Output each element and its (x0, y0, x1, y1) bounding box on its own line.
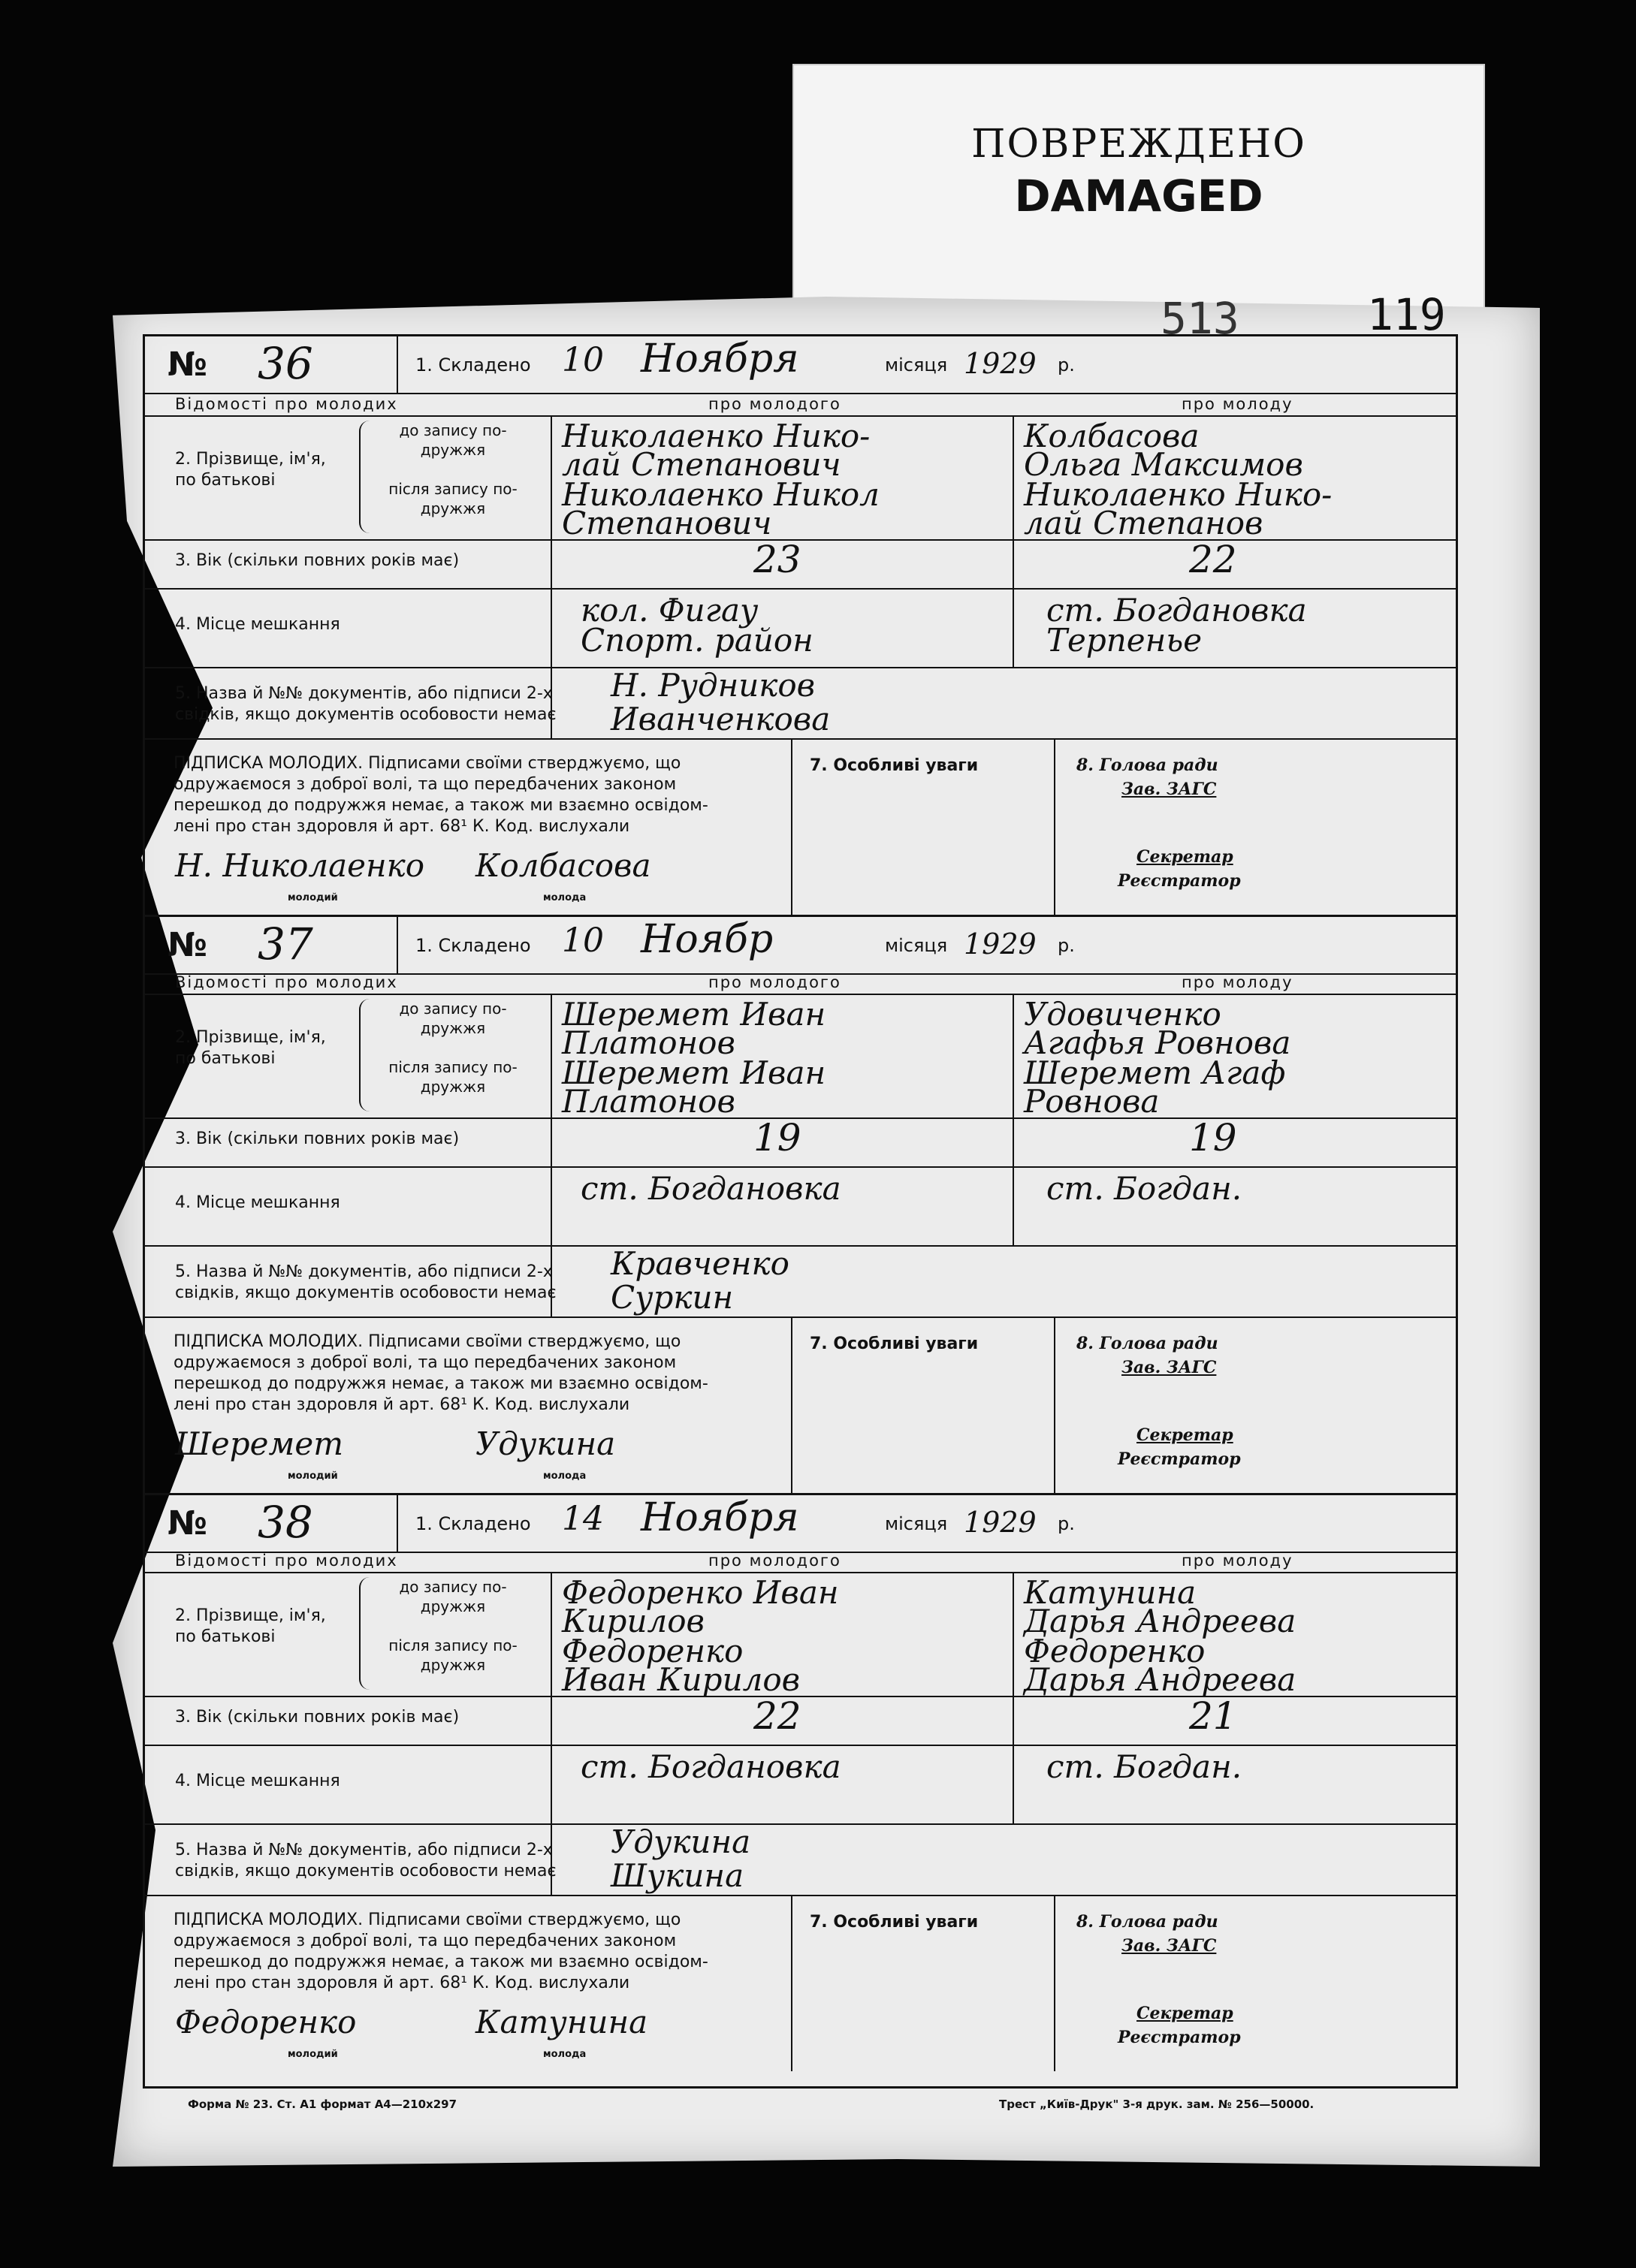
remarks-label: 7. Особливі уваги (810, 1335, 979, 1353)
month-label: місяця (885, 354, 948, 375)
crossed-page-number: 513 (1161, 293, 1239, 344)
groom-signature: Н. Николаенко (175, 847, 425, 884)
groom-name-before: Шеремет Иван (562, 996, 826, 1033)
name-label: 2. Прізвище, ім'я, (175, 1028, 326, 1047)
groom-name-after: Шеремет Иван (562, 1054, 826, 1091)
groom-name-before: Федоренко Иван (562, 1574, 839, 1611)
documents-label-2: свідків, якщо документів особовости немає (175, 1862, 557, 1880)
documents-label-2: свідків, якщо документів особовости немає (175, 705, 557, 724)
remarks-label: 7. Особливі уваги (810, 1913, 979, 1932)
zags-label: Зав. ЗАГС (1121, 1358, 1217, 1377)
form-footer-right: Трест „Київ-Друк" 3-я друк. зам. № 256—50000. (999, 2098, 1315, 2111)
year-label: р. (1058, 354, 1075, 375)
witness-1: Н. Рудников (611, 667, 816, 704)
name-label-2: по батькові (175, 471, 276, 490)
secretary-label: Секретар (1136, 2004, 1233, 2023)
documents-label: 5. Назва й №№ документів, або підписи 2-х (175, 1841, 553, 1859)
record-number: 37 (258, 918, 313, 970)
groom-residence: ст. Богдановка (581, 1748, 841, 1785)
after-label: після запису по- (388, 1636, 518, 1654)
groom-name-after-2: Степанович (562, 505, 772, 541)
witness-2: Иванченкова (611, 701, 831, 737)
groom-signature: Шеремет (175, 1425, 344, 1462)
composed-label: 1. Складено (415, 354, 531, 375)
marriage-record: № 38 1. Складено 14 Ноября місяця 1929 р. Відомості про молодих про молодого про молоду 2. Прізвище, ім'я, по батькові до запису по- дружжя після запису по- дружжя Федоренко Иван Кирилов Федоренко Иван Кирилов Катунина Дарья Андреева Федоренко Дарья Андреева 3. Вік (скільки повних років має) 22 21 4. Місце мешкання ст. Богдановка ст. Богдан. 5. Назва й №№ документів, або підписи 2-х свідків, якщо документів особовости немає Удукина Шукина ПІДПИСКА МОЛОДИХ. Підписами своїми стверджуємо, що одружаємося з доброї волі, та що передбачених законом перешкод до подружжя немає, а також ми взаємно освідом- лені про стан здоровля й арт. 68¹ К. Код. вислухали Федоренко Катунина молодий молода 7. Особливі уваги 8. Голова ради Зав. ЗАГС Секретар Реєстратор (145, 1493, 1456, 2071)
bride-name-before-2: Дарья Андреева (1024, 1603, 1296, 1639)
record-day: 10 (562, 341, 604, 379)
info-header: Відомості про молодих (175, 395, 398, 413)
head-label: 8. Голова ради (1076, 1334, 1218, 1353)
pledge-text: ПІДПИСКА МОЛОДИХ. Підписами своїми стверджуємо, що (174, 1332, 681, 1351)
residence-label: 4. Місце мешкання (175, 1772, 340, 1790)
bride-signature: Катунина (475, 2004, 648, 2040)
name-label-2: по батькові (175, 1627, 276, 1646)
witness-1: Удукина (611, 1823, 751, 1860)
record-header (145, 336, 1456, 394)
bride-signature-label: молода (543, 1470, 587, 1482)
record-number-label: № (168, 345, 207, 384)
after-label: після запису по- (388, 1058, 518, 1076)
residence-label: 4. Місце мешкання (175, 1193, 340, 1212)
documents-label: 5. Назва й №№ документів, або підписи 2-х (175, 1262, 553, 1281)
groom-name-before-2: Платонов (562, 1024, 735, 1061)
record-month: Ноября (641, 1495, 799, 1540)
record-number: 36 (258, 338, 313, 389)
before-label: до запису по- (399, 1578, 507, 1596)
age-label: 3. Вік (скільки повних років має) (175, 1708, 460, 1727)
groom-name-after: Николаенко Никол (562, 476, 880, 513)
groom-column-header: про молодого (708, 973, 841, 991)
bride-name-after-2: лай Степанов (1024, 505, 1263, 541)
groom-residence-2: Спорт. район (581, 622, 813, 659)
remarks-label: 7. Особливі уваги (810, 756, 979, 775)
name-label-2: по батькові (175, 1049, 276, 1068)
witness-2: Шукина (611, 1857, 744, 1894)
info-header-row (145, 1549, 1456, 1573)
secretary-label: Секретар (1136, 847, 1233, 867)
head-label: 8. Голова ради (1076, 1912, 1218, 1932)
bride-signature-label: молода (543, 2049, 587, 2060)
record-month: Ноября (641, 336, 799, 382)
record-month: Ноябр (641, 917, 774, 962)
composed-label: 1. Складено (415, 1513, 531, 1534)
secretary-label: Секретар (1136, 1425, 1233, 1445)
registrar-label: Реєстратор (1118, 2028, 1241, 2047)
bride-name-before-2: Ольга Максимов (1024, 446, 1303, 483)
record-number-label: № (168, 926, 207, 964)
bride-residence: ст. Богдан. (1046, 1170, 1242, 1207)
bride-signature: Колбасова (475, 847, 651, 884)
zags-label: Зав. ЗАГС (1121, 780, 1217, 799)
record-year: 1929 (964, 1506, 1037, 1539)
bride-column-header: про молоду (1182, 395, 1293, 413)
bride-residence-2: Терпенье (1046, 622, 1203, 659)
bride-name-after-2: Дарья Андреева (1024, 1661, 1296, 1698)
zags-label: Зав. ЗАГС (1121, 1936, 1217, 1956)
composed-label: 1. Складено (415, 935, 531, 956)
residence-label: 4. Місце мешкання (175, 615, 340, 634)
head-label: 8. Голова ради (1076, 755, 1218, 775)
groom-signature-label: молодий (288, 1470, 338, 1482)
stamp-english: DAMAGED (1014, 170, 1263, 222)
bride-name-after: Федоренко (1024, 1633, 1206, 1669)
marriage-register-form (143, 334, 1458, 2089)
groom-signature-label: молодий (288, 892, 338, 903)
witness-2: Суркин (611, 1279, 734, 1316)
groom-signature-label: молодий (288, 2049, 338, 2060)
registrar-label: Реєстратор (1118, 871, 1241, 891)
year-label: р. (1058, 1513, 1075, 1534)
before-label: до запису по- (399, 1000, 507, 1018)
record-year: 1929 (964, 927, 1037, 961)
bride-age: 22 (1189, 538, 1237, 581)
bride-residence: ст. Богдановка (1046, 592, 1307, 629)
name-label: 2. Прізвище, ім'я, (175, 450, 326, 469)
groom-age: 19 (753, 1116, 801, 1160)
month-label: місяця (885, 1513, 948, 1534)
record-number: 38 (258, 1497, 313, 1548)
after-label: після запису по- (388, 480, 518, 498)
record-day: 10 (562, 921, 604, 960)
month-label: місяця (885, 935, 948, 956)
record-header (145, 1493, 1456, 1553)
age-label: 3. Вік (скільки повних років має) (175, 551, 460, 570)
bride-signature: Удукина (475, 1425, 616, 1462)
groom-name-before-2: Кирилов (562, 1603, 705, 1639)
stamp-ukrainian: ПОВРЕЖДЕНО (971, 122, 1306, 167)
bride-age: 21 (1189, 1694, 1237, 1738)
groom-residence: ст. Богдановка (581, 1170, 841, 1207)
documents-label-2: свідків, якщо документів особовости немає (175, 1283, 557, 1302)
bride-name-before: Удовиченко (1024, 996, 1221, 1033)
groom-residence: кол. Фигау (581, 592, 759, 629)
pledge-text: ПІДПИСКА МОЛОДИХ. Підписами своїми стверджуємо, що (174, 1911, 681, 1929)
witness-1: Кравченко (611, 1245, 789, 1282)
groom-name-after: Федоренко (562, 1633, 744, 1669)
marriage-record: № 37 1. Складено 10 Ноябр місяця 1929 р. Відомості про молодих про молодого про молоду 2. Прізвище, ім'я, по батькові до запису по- дружжя після запису по- дружжя Шеремет Иван Платонов Шеремет Иван Платонов Удовиченко Агафья Ровнова Шеремет Агаф Ровнова 3. Вік (скільки повних років має) 19 19 4. Місце мешкання ст. Богдановка ст. Богдан. 5. Назва й №№ документів, або підписи 2-х свідків, якщо документів особовости немає Кравченко Суркин ПІДПИСКА МОЛОДИХ. Підписами своїми стверджуємо, що одружаємося з доброї волі, та що передбачених законом перешкод до подружжя немає, а також ми взаємно освідом- лені про стан здоровля й арт. 68¹ К. Код. вислухали Шеремет Удукина молодий молода 7. Особливі уваги 8. Голова ради Зав. ЗАГС Секретар Реєстратор (145, 915, 1456, 1493)
marriage-record: № 36 1. Складено 10 Ноября місяця 1929 р. Відомості про молодих про молодого про молоду 2. Прізвище, ім'я, по батькові до запису по- дружжя після запису по- дружжя Николаенко Нико- лай Степанович Николаенко Никол Степанович Колбасова Ольга Максимов Николаенко Нико- лай Степанов 3. Вік (скільки повних років має) 23 22 4. Місце мешкання кол. Фигау Спорт. район ст. Богдановка Терпенье 5. Назва й №№ документів, або підписи 2-х свідків, якщо документів особовости немає Н. Рудников Иванченкова ПІДПИСКА МОЛОДИХ. Підписами своїми стверджуємо, що одружаємося з доброї волі, та що передбачених законом перешкод до подружжя немає, а також ми взаємно освідом- лені про стан здоровля й арт. 68¹ К. Код. вислухали Н. Николаенко Колбасова молодий молода 7. Особливі уваги 8. Голова ради Зав. ЗАГС Секретар Реєстратор (145, 336, 1456, 915)
groom-column-header: про молодого (708, 1552, 841, 1570)
year-label: р. (1058, 935, 1075, 956)
pledge-text: ПІДПИСКА МОЛОДИХ. Підписами своїми стверджуємо, що (174, 754, 681, 773)
groom-age: 22 (753, 1694, 801, 1738)
bride-signature-label: молода (543, 892, 587, 903)
info-header-row (145, 393, 1456, 417)
groom-name-after-2: Платонов (562, 1083, 735, 1120)
page-number: 119 (1367, 289, 1446, 340)
record-header (145, 915, 1456, 975)
record-day: 14 (562, 1500, 604, 1538)
groom-name-after-2: Иван Кирилов (562, 1661, 801, 1698)
bride-name-before: Катунина (1024, 1574, 1197, 1611)
bride-age: 19 (1189, 1116, 1237, 1160)
bride-name-before: Колбасова (1024, 418, 1200, 454)
age-label: 3. Вік (скільки повних років має) (175, 1129, 460, 1148)
registrar-label: Реєстратор (1118, 1449, 1241, 1469)
damaged-stamp-card (792, 64, 1485, 315)
record-year: 1929 (964, 347, 1037, 380)
info-header-row (145, 971, 1456, 995)
bride-name-before-2: Агафья Ровнова (1024, 1024, 1291, 1061)
before-label: до запису по- (399, 421, 507, 439)
bride-residence: ст. Богдан. (1046, 1748, 1242, 1785)
bride-name-after: Шеремет Агаф (1024, 1054, 1286, 1091)
documents-label: 5. Назва й №№ документів, або підписи 2-х (175, 684, 553, 703)
record-number-label: № (168, 1504, 207, 1543)
groom-name-before-2: лай Степанович (562, 446, 841, 483)
info-header: Відомості про молодих (175, 973, 398, 991)
form-footer-left: Форма № 23. Ст. А1 формат А4—210х297 (188, 2098, 457, 2111)
info-header: Відомості про молодих (175, 1552, 398, 1570)
groom-age: 23 (753, 538, 801, 581)
groom-column-header: про молодого (708, 395, 841, 413)
bride-name-after: Николаенко Нико- (1024, 476, 1333, 513)
bride-column-header: про молоду (1182, 1552, 1293, 1570)
bride-column-header: про молоду (1182, 973, 1293, 991)
name-label: 2. Прізвище, ім'я, (175, 1606, 326, 1625)
groom-name-before: Николаенко Нико- (562, 418, 871, 454)
groom-signature: Федоренко (175, 2004, 357, 2040)
bride-name-after-2: Ровнова (1024, 1083, 1160, 1120)
